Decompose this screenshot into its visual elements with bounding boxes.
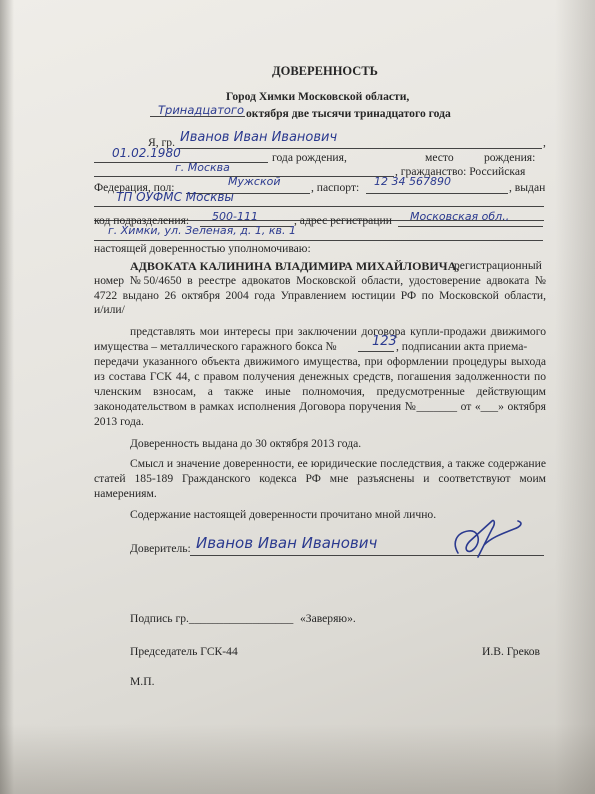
handwritten-passport: 12 34 567890 bbox=[374, 175, 451, 188]
powers-line-5: членским взносам, а также иные полномочия, предусмотренные действующим bbox=[94, 385, 546, 398]
handwritten-day: Тринадцатого bbox=[158, 103, 245, 117]
name-comma: , bbox=[543, 136, 546, 149]
powers-line-2b: , подписании акта приема- bbox=[396, 340, 528, 353]
day-underline bbox=[150, 116, 245, 117]
meaning-line-1: Смысл и значение доверенности, ее юридические последствия, а также содержание bbox=[130, 457, 546, 470]
citizenship-label: , гражданство: Российская bbox=[395, 165, 526, 178]
read-line: Содержание настоящей доверенности прочитано мной лично. bbox=[130, 508, 437, 521]
chairman-name: И.В. Греков bbox=[482, 645, 541, 658]
handwritten-division-code: 500-111 bbox=[212, 210, 258, 223]
advocate-name: АДВОКАТА КАЛИНИНА ВЛАДИМИРА МИХАЙЛОВИЧА, bbox=[130, 259, 460, 273]
seal-label: М.П. bbox=[130, 675, 155, 688]
powers-line-1: представлять мои интересы при заключении договора купли-продажи движимого bbox=[130, 325, 546, 338]
signature-label: Подпись гр.__________________ bbox=[130, 612, 294, 625]
page-shadow-bottom bbox=[0, 724, 595, 794]
handwritten-address-2: г. Химки, ул. Зеленая, д. 1, кв. 1 bbox=[108, 224, 296, 237]
powers-line-2a: имущества – металлического гаражного бокса № bbox=[94, 340, 337, 353]
handwritten-address-1: Московская обл., bbox=[410, 210, 510, 223]
document-title: ДОВЕРЕННОСТЬ bbox=[272, 64, 378, 78]
advocate-line-4: и/или/ bbox=[94, 303, 125, 316]
federation-sex-label: Федерация, пол: bbox=[94, 181, 175, 194]
powers-line-3: передачи указанного объекта движимого имущества, при оформлении процедуры выхода bbox=[94, 355, 546, 368]
principal-label: Доверитель: bbox=[130, 542, 191, 555]
page-shadow-left bbox=[0, 0, 14, 794]
authorize-label: настоящей доверенностью уполномочиваю: bbox=[94, 242, 311, 255]
address-underline-2 bbox=[94, 240, 543, 241]
passport-label: , паспорт: bbox=[311, 181, 360, 194]
meaning-line-2: статей 185-189 Гражданского кодекса РФ мне разъяснены и соответствуют моим bbox=[94, 472, 546, 485]
powers-line-6: законодательством в рамках исполнения Договора поручения №_______ от «___» октября bbox=[94, 400, 546, 413]
address-underline-1 bbox=[398, 226, 543, 227]
handwritten-sex: Мужской bbox=[228, 175, 281, 188]
name-underline bbox=[178, 148, 542, 149]
meaning-line-3: намерениям. bbox=[94, 487, 157, 500]
chairman-label: Председатель ГСК-44 bbox=[130, 645, 238, 658]
handwritten-issued-by: ТП ОУФМС Москвы bbox=[116, 190, 234, 204]
date-line: октября две тысячи тринадцатого года bbox=[246, 107, 451, 120]
issued-label: , выдан bbox=[509, 181, 546, 194]
advocate-line-3: 4722 выдано 26 октября 2004 года Управлением юстиции РФ по Московской области, bbox=[94, 289, 546, 302]
registration-label: , адрес регистрации bbox=[294, 214, 392, 227]
place-label: место bbox=[425, 151, 454, 164]
year-of-birth-label: года рождения, bbox=[272, 151, 347, 164]
handwritten-principal-name: Иванов Иван Иванович bbox=[196, 534, 378, 552]
powers-line-7: 2013 года. bbox=[94, 415, 144, 428]
certify-label: «Заверяю». bbox=[300, 612, 356, 625]
advocate-reg-label: регистрационный bbox=[454, 259, 542, 272]
box-number-underline bbox=[358, 351, 394, 352]
birth-label: рождения: bbox=[484, 151, 536, 164]
signature-scribble bbox=[448, 515, 528, 565]
handwritten-name: Иванов Иван Иванович bbox=[180, 130, 338, 145]
place-line: Город Химки Московской области, bbox=[226, 90, 410, 103]
division-code-label: код подразделения: bbox=[94, 214, 190, 227]
citizen-label: Я, гр. bbox=[148, 136, 175, 149]
issued-by-underline bbox=[94, 206, 544, 207]
validity-line: Доверенность выдана до 30 октября 2013 года. bbox=[130, 437, 362, 450]
powers-line-4: из состава ГСК 44, с правом получения денежных средств, погашения задолженности по bbox=[94, 370, 546, 383]
handwritten-birth-place: г. Москва bbox=[175, 161, 230, 174]
handwritten-box-number: 123 bbox=[372, 334, 397, 349]
passport-underline bbox=[366, 193, 508, 194]
advocate-line-2: номер №50/4650 в реестре адвокатов Московской области, удостоверение адвоката № bbox=[94, 274, 546, 287]
handwritten-birth-date: 01.02.1980 bbox=[112, 146, 181, 160]
page-shadow-right bbox=[555, 0, 595, 794]
